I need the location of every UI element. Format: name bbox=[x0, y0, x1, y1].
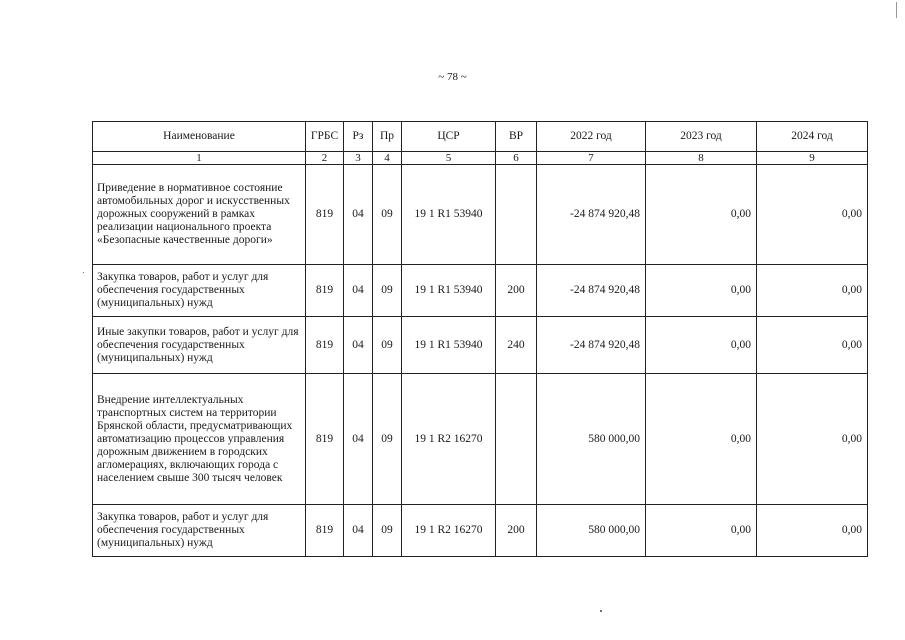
row-pr: 09 bbox=[373, 265, 402, 317]
column-number: 8 bbox=[646, 152, 757, 165]
scan-speck bbox=[83, 272, 84, 273]
row-rz: 04 bbox=[344, 505, 373, 557]
row-vr: 240 bbox=[496, 317, 537, 374]
row-vr bbox=[496, 374, 537, 505]
row-2023: 0,00 bbox=[646, 317, 757, 374]
row-pr: 09 bbox=[373, 165, 402, 265]
row-rz: 04 bbox=[344, 265, 373, 317]
row-pr: 09 bbox=[373, 317, 402, 374]
table-row bbox=[93, 505, 868, 557]
row-2022: -24 874 920,48 bbox=[537, 165, 646, 265]
header-row bbox=[93, 122, 868, 152]
row-csr: 19 1 R2 16270 bbox=[402, 374, 496, 505]
row-rz: 04 bbox=[344, 374, 373, 505]
row-2023: 0,00 bbox=[646, 505, 757, 557]
row-vr: 200 bbox=[496, 265, 537, 317]
row-grbs: 819 bbox=[306, 374, 344, 505]
row-2022: -24 874 920,48 bbox=[537, 317, 646, 374]
page-number: ~ 78 ~ bbox=[438, 71, 467, 83]
row-2022: 580 000,00 bbox=[537, 505, 646, 557]
row-csr: 19 1 R1 53940 bbox=[402, 265, 496, 317]
row-2024: 0,00 bbox=[757, 165, 868, 265]
row-pr: 09 bbox=[373, 505, 402, 557]
row-2024: 0,00 bbox=[757, 265, 868, 317]
header-2023: 2023 год bbox=[646, 122, 757, 152]
header-name: Наименование bbox=[93, 122, 306, 152]
row-name: Закупка товаров, работ и услуг для обеспечения государственных (муниципальных) нужд bbox=[93, 265, 306, 317]
column-number: 9 bbox=[757, 152, 868, 165]
budget-table bbox=[92, 121, 868, 557]
row-name: Приведение в нормативное состояние автомобильных дорог и искусственных дорожных сооружений в рамках реализации национального проекта «Безопасные качественные дороги» bbox=[93, 165, 306, 265]
header-rz: Рз bbox=[344, 122, 373, 152]
row-name: Иные закупки товаров, работ и услуг для обеспечения государственных (муниципальных) нужд bbox=[93, 317, 306, 374]
row-name: Внедрение интеллектуальных транспортных систем на территории Брянской области, предусматривающих автоматизацию процессов управления дорожным движением в городских агломерациях, включающих города с населением свыше 300 тысяч человек bbox=[93, 374, 306, 505]
row-2024: 0,00 bbox=[757, 374, 868, 505]
column-number: 3 bbox=[344, 152, 373, 165]
row-vr: 200 bbox=[496, 505, 537, 557]
row-name: Закупка товаров, работ и услуг для обеспечения государственных (муниципальных) нужд bbox=[93, 505, 306, 557]
row-csr: 19 1 R2 16270 bbox=[402, 505, 496, 557]
row-2023: 0,00 bbox=[646, 265, 757, 317]
table-row bbox=[93, 165, 868, 265]
table-row bbox=[93, 265, 868, 317]
header-pr: Пр bbox=[373, 122, 402, 152]
header-2024: 2024 год bbox=[757, 122, 868, 152]
column-number: 6 bbox=[496, 152, 537, 165]
header-grbs: ГРБС bbox=[306, 122, 344, 152]
table-row bbox=[93, 317, 868, 374]
header-2022: 2022 год bbox=[537, 122, 646, 152]
row-2024: 0,00 bbox=[757, 317, 868, 374]
row-grbs: 819 bbox=[306, 165, 344, 265]
scan-edge-mark bbox=[896, 2, 897, 18]
column-number: 2 bbox=[306, 152, 344, 165]
column-number: 5 bbox=[402, 152, 496, 165]
row-rz: 04 bbox=[344, 317, 373, 374]
row-2024: 0,00 bbox=[757, 505, 868, 557]
column-number-row bbox=[93, 152, 868, 165]
header-vr: ВР bbox=[496, 122, 537, 152]
column-number: 4 bbox=[373, 152, 402, 165]
scan-speck bbox=[600, 610, 602, 612]
row-grbs: 819 bbox=[306, 317, 344, 374]
row-grbs: 819 bbox=[306, 265, 344, 317]
column-number: 7 bbox=[537, 152, 646, 165]
table-row bbox=[93, 374, 868, 505]
column-number: 1 bbox=[93, 152, 306, 165]
row-grbs: 819 bbox=[306, 505, 344, 557]
row-rz: 04 bbox=[344, 165, 373, 265]
header-csr: ЦСР bbox=[402, 122, 496, 152]
row-pr: 09 bbox=[373, 374, 402, 505]
row-vr bbox=[496, 165, 537, 265]
row-csr: 19 1 R1 53940 bbox=[402, 165, 496, 265]
row-2023: 0,00 bbox=[646, 165, 757, 265]
row-csr: 19 1 R1 53940 bbox=[402, 317, 496, 374]
row-2022: -24 874 920,48 bbox=[537, 265, 646, 317]
row-2023: 0,00 bbox=[646, 374, 757, 505]
row-2022: 580 000,00 bbox=[537, 374, 646, 505]
